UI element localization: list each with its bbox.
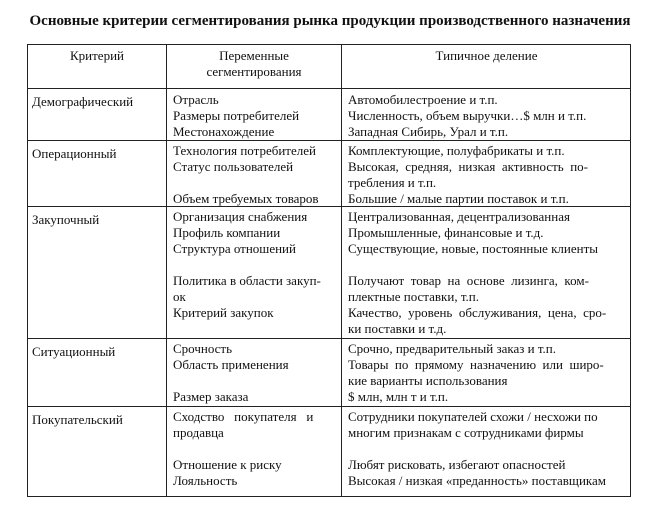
division-line: Срочно, предварительный заказ и т.п.: [348, 341, 557, 356]
variable-line: Профиль компании: [173, 225, 281, 240]
criterion-cell: Демографический: [32, 94, 134, 109]
division-line: многим признакам с сотрудниками фирмы: [348, 425, 584, 440]
division-line: кие варианты использования: [348, 373, 508, 388]
division-line: Централизованная, децентрализованная: [348, 209, 570, 224]
division-line: Любят рисковать, избегают опасностей: [348, 457, 566, 472]
variable-line: Организация снабжения: [173, 209, 308, 224]
division-line: Большие / малые партии поставок и т.п.: [348, 191, 569, 206]
division-line: ки поставки и т.д.: [348, 321, 447, 336]
variable-line: Срочность: [173, 341, 233, 356]
variable-line: Сходство покупателя и: [173, 409, 314, 424]
variable-line: Размеры потребителей: [173, 108, 300, 123]
division-line: $ млн, млн т и т.п.: [348, 389, 449, 404]
header-variables: Переменные сегментирования: [206, 48, 302, 79]
criterion-cell: Закупочный: [32, 212, 100, 227]
column-divider: [341, 45, 342, 496]
variable-line: ок: [173, 289, 186, 304]
variable-line: Отношение к риску: [173, 457, 282, 472]
division-line: Численность, объем выручки…$ млн и т.п.: [348, 108, 587, 123]
division-line: Автомобилестроение и т.п.: [348, 92, 498, 107]
division-line: Западная Сибирь, Урал и т.п.: [348, 124, 509, 139]
row-divider: [28, 88, 630, 89]
table-title: Основные критерии сегментирования рынка продукции производственного назначения: [29, 13, 631, 29]
division-line: требления и т.п.: [348, 175, 437, 190]
row-divider: [28, 338, 630, 339]
division-line: Высокая, средняя, низкая активность по-: [348, 159, 588, 174]
division-line: плектные поставки, т.п.: [348, 289, 479, 304]
header-division: Типичное деление: [435, 48, 538, 63]
variable-line: Статус пользователей: [173, 159, 294, 174]
division-line: Получают товар на основе лизинга, ком-: [348, 273, 589, 288]
division-line: Промышленные, финансовые и т.д.: [348, 225, 544, 240]
division-line: Высокая / низкая «преданность» поставщикам: [348, 473, 607, 488]
criterion-cell: Операционный: [32, 146, 117, 161]
column-divider: [166, 45, 167, 496]
variable-line: Политика в области закуп-: [173, 273, 321, 288]
row-divider: [28, 140, 630, 141]
division-line: Товары по прямому назначению или широ-: [348, 357, 604, 372]
variable-line: Область применения: [173, 357, 289, 372]
header-criterion: Критерий: [70, 48, 124, 63]
division-line: Комплектующие, полуфабрикаты и т.п.: [348, 143, 565, 158]
division-line: Существующие, новые, постоянные клиенты: [348, 241, 599, 256]
variable-line: Критерий закупок: [173, 305, 274, 320]
variable-line: Лояльность: [173, 473, 238, 488]
variable-line: Отрасль: [173, 92, 219, 107]
criterion-cell: Ситуационный: [32, 344, 116, 359]
criterion-cell: Покупательский: [32, 412, 123, 427]
variable-line: Объем требуемых товаров: [173, 191, 319, 206]
variable-line: продавца: [173, 425, 224, 440]
division-line: Качество, уровень обслуживания, цена, сро-: [348, 305, 607, 320]
division-line: Сотрудники покупателей схожи / несхожи по: [348, 409, 598, 424]
variable-line: Местонахождение: [173, 124, 275, 139]
variable-line: Технология потребителей: [173, 143, 316, 158]
row-divider: [28, 406, 630, 407]
variable-line: Структура отношений: [173, 241, 296, 256]
variable-line: Размер заказа: [173, 389, 249, 404]
criteria-table: [27, 44, 631, 497]
